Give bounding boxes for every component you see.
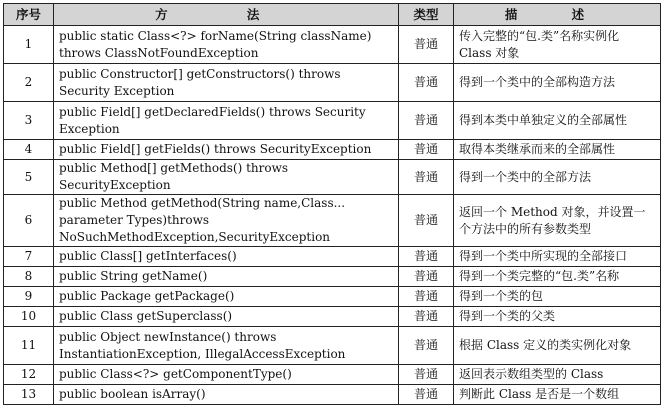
row-desc: 传入完整的“包.类”名称实例化 Class 对象 [454, 26, 661, 64]
row-type: 普通 [399, 26, 454, 64]
row-method: public Package getPackage() [54, 287, 399, 307]
row-num: 4 [4, 140, 54, 160]
row-method: public Object newInstance() throws InstantiationException, IllegalAccessException [54, 327, 399, 365]
row-desc: 得到本类中单独定义的全部属性 [454, 102, 661, 140]
row-desc: 得到一个类的包 [454, 287, 661, 307]
row-num: 2 [4, 64, 54, 102]
row-desc: 得到一个类的父类 [454, 307, 661, 327]
row-num: 12 [4, 365, 54, 385]
row-num: 10 [4, 307, 54, 327]
row-num: 7 [4, 247, 54, 267]
row-method: public static Class<?> forName(String className) throws ClassNotFoundException [54, 26, 399, 64]
header-method: 方 法 [54, 4, 399, 26]
row-type: 普通 [399, 385, 454, 405]
row-type: 普通 [399, 287, 454, 307]
row-num: 3 [4, 102, 54, 140]
table-row [4, 247, 661, 267]
row-desc: 取得本类继承而来的全部属性 [454, 140, 661, 160]
row-type: 普通 [399, 64, 454, 102]
row-desc: 返回表示数组类型的 Class [454, 365, 661, 385]
table-row [4, 307, 661, 327]
table-row [4, 160, 661, 195]
table-row [4, 140, 661, 160]
header-desc: 描 述 [454, 4, 661, 26]
row-type: 普通 [399, 160, 454, 195]
row-method: public Field[] getFields() throws SecurityException [54, 140, 399, 160]
row-num: 1 [4, 26, 54, 64]
table-row [4, 365, 661, 385]
row-desc: 得到一个类中的全部方法 [454, 160, 661, 195]
row-type: 普通 [399, 267, 454, 287]
table-row [4, 195, 661, 247]
class-methods-table [3, 3, 661, 405]
row-type: 普通 [399, 102, 454, 140]
header-row [4, 4, 661, 26]
header-num: 序号 [4, 4, 54, 26]
row-method: public Method getMethod(String name,Class... parameter Types)throws NoSuchMethodException,SecurityException [54, 195, 399, 247]
table-row [4, 26, 661, 64]
row-type: 普通 [399, 195, 454, 247]
row-desc: 得到一个类中所实现的全部接口 [454, 247, 661, 267]
table-row [4, 102, 661, 140]
table-row [4, 327, 661, 365]
row-method: public boolean isArray() [54, 385, 399, 405]
row-method: public Constructor[] getConstructors() throws Security Exception [54, 64, 399, 102]
row-num: 6 [4, 195, 54, 247]
row-num: 9 [4, 287, 54, 307]
row-num: 8 [4, 267, 54, 287]
row-num: 13 [4, 385, 54, 405]
row-desc: 判断此 Class 是否是一个数组 [454, 385, 661, 405]
row-desc: 得到一个类完整的“包.类”名称 [454, 267, 661, 287]
table-row [4, 385, 661, 405]
row-method: public Class<?> getComponentType() [54, 365, 399, 385]
table-row [4, 267, 661, 287]
row-method: public Field[] getDeclaredFields() throws Security Exception [54, 102, 399, 140]
table-row [4, 64, 661, 102]
row-method: public Method[] getMethods() throws SecurityException [54, 160, 399, 195]
row-type: 普通 [399, 327, 454, 365]
row-method: public Class[] getInterfaces() [54, 247, 399, 267]
row-num: 11 [4, 327, 54, 365]
row-type: 普通 [399, 140, 454, 160]
row-desc: 得到一个类中的全部构造方法 [454, 64, 661, 102]
row-type: 普通 [399, 365, 454, 385]
row-desc: 返回一个 Method 对象，并设置一个方法中的所有参数类型 [454, 195, 661, 247]
row-num: 5 [4, 160, 54, 195]
table-row [4, 287, 661, 307]
row-type: 普通 [399, 307, 454, 327]
row-type: 普通 [399, 247, 454, 267]
header-type: 类型 [399, 4, 454, 26]
row-method: public Class getSuperclass() [54, 307, 399, 327]
row-desc: 根据 Class 定义的类实例化对象 [454, 327, 661, 365]
row-method: public String getName() [54, 267, 399, 287]
